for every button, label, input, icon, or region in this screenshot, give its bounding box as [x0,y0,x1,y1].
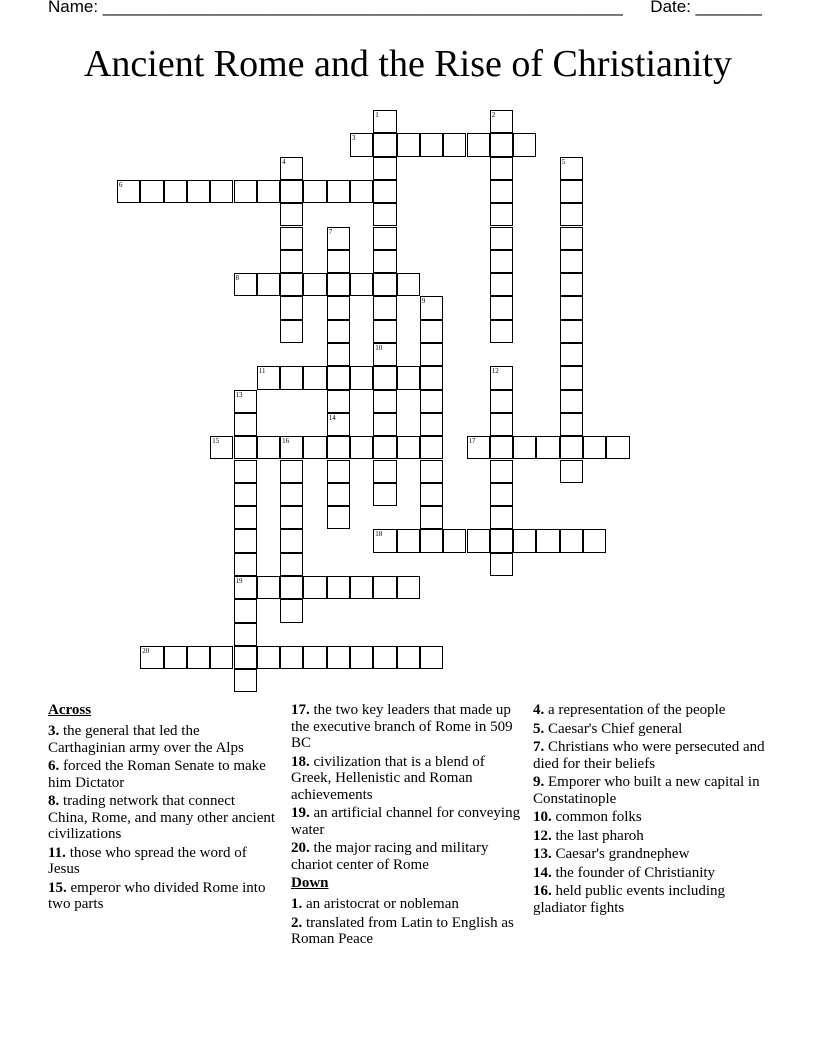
crossword-cell[interactable] [327,343,350,366]
crossword-cell[interactable] [303,436,326,459]
across-clue: 18. civilization that is a blend of Greek, Hellenistic and Roman achievements [291,753,485,803]
crossword-cell[interactable] [327,296,350,319]
crossword-cell[interactable] [257,273,280,296]
crossword-cell[interactable] [490,483,513,506]
crossword-cell[interactable] [373,576,396,599]
crossword-cell[interactable] [560,366,583,389]
crossword-cell[interactable] [280,506,303,529]
crossword-cell[interactable] [490,227,513,250]
crossword-cell[interactable] [467,133,490,156]
clue-number: 3 [352,134,356,143]
clues-column-2 [291,702,523,950]
crossword-cell[interactable] [234,436,257,459]
crossword-cell[interactable] [560,343,583,366]
crossword-cell[interactable] [303,273,326,296]
crossword-cell[interactable] [560,320,583,343]
crossword-cell[interactable] [303,180,326,203]
crossword-cell[interactable] [513,529,536,552]
crossword-cell[interactable] [513,133,536,156]
down-clue: 5. Caesar's Chief general [533,720,683,737]
crossword-cell[interactable] [560,460,583,483]
crossword-cell[interactable] [234,599,257,622]
crossword-cell[interactable] [327,483,350,506]
crossword-cell[interactable] [560,180,583,203]
clue-number: 4 [282,157,286,166]
crossword-cell[interactable] [280,203,303,226]
crossword-cell[interactable] [280,529,303,552]
across-heading: Across [48,702,92,718]
crossword-cell[interactable] [560,390,583,413]
crossword-cell[interactable] [420,366,443,389]
crossword-cell[interactable] [560,413,583,436]
crossword-cell[interactable] [373,483,396,506]
crossword-cell[interactable] [490,390,513,413]
crossword-cell[interactable] [234,413,257,436]
crossword-cell[interactable] [513,436,536,459]
crossword-cell[interactable] [420,483,443,506]
crossword-cell[interactable] [397,529,420,552]
crossword-cell[interactable] [373,436,396,459]
crossword-cell[interactable] [280,296,303,319]
clues-column-1 [48,702,278,915]
crossword-cell[interactable] [327,436,350,459]
crossword-cell[interactable] [420,506,443,529]
crossword-cell[interactable] [280,320,303,343]
crossword-cell[interactable] [560,436,583,459]
crossword-cell[interactable] [373,296,396,319]
crossword-cell[interactable] [490,436,513,459]
crossword-cell[interactable] [280,483,303,506]
crossword-cell[interactable] [257,436,280,459]
crossword-cell[interactable] [327,250,350,273]
crossword-cell[interactable] [373,413,396,436]
crossword-cell[interactable] [490,413,513,436]
crossword-cell[interactable] [373,203,396,226]
across-clue: 6. forced the Roman Senate to make him Dictator [48,758,266,791]
crossword-cell[interactable] [420,133,443,156]
crossword-cell[interactable] [280,250,303,273]
crossword-cell[interactable] [350,646,373,669]
down-clue: 14. the founder of Christianity [533,864,716,881]
crossword-cell[interactable] [560,529,583,552]
crossword-cell[interactable] [280,366,303,389]
crossword-cell[interactable] [234,623,257,646]
crossword-cell[interactable] [397,133,420,156]
down-heading: Down [291,875,329,891]
clue-number: 16 [282,437,290,446]
crossword-cell[interactable] [373,157,396,180]
clue-number: 18 [375,530,383,539]
down-clue: 16. held public events including gladiator fights [533,883,726,916]
crossword-cell[interactable] [234,506,257,529]
crossword-cell[interactable] [560,203,583,226]
crossword-cell[interactable] [420,529,443,552]
across-clue: 17. the two key leaders that made up the executive branch of Rome in 509 BC [291,702,513,751]
crossword-cell[interactable] [327,390,350,413]
crossword-cell[interactable] [490,250,513,273]
name-field[interactable]: _______________________________________________________ [102,0,623,16]
crossword-cell[interactable] [560,227,583,250]
crossword-cell[interactable] [164,180,187,203]
down-clue: 2. translated from Latin to English as Roman Peace [291,914,514,947]
crossword-cell[interactable] [560,250,583,273]
crossword-cell[interactable] [187,180,210,203]
clue-number: 1 [375,111,379,119]
name-label: Name: [48,0,99,16]
crossword-cell[interactable] [583,529,606,552]
crossword-cell[interactable] [234,460,257,483]
clue-number: 7 [328,227,333,236]
crossword-cell[interactable] [373,646,396,669]
across-clue: 11. those who spread the word of Jesus [48,844,247,877]
clue-number: 20 [142,646,150,655]
clue-number: 11 [258,367,266,376]
crossword-cell[interactable] [373,133,396,156]
crossword-cell[interactable] [280,273,303,296]
crossword-cell[interactable] [327,320,350,343]
across-clue: 15. emperor who divided Rome into two parts [48,879,266,912]
crossword-cell[interactable] [420,413,443,436]
page-title: Ancient Rome and the Rise of Christianity [83,43,732,85]
crossword-cell[interactable] [234,483,257,506]
crossword-cell[interactable] [210,646,233,669]
down-clue: 1. an aristocrat or nobleman [291,896,459,912]
crossword-cell[interactable] [490,296,513,319]
crossword-cell[interactable] [350,436,373,459]
crossword-cell[interactable] [234,553,257,576]
crossword-cell[interactable] [583,436,606,459]
crossword-cell[interactable] [397,646,420,669]
crossword-cell[interactable] [327,180,350,203]
down-clue: 10. common folks [533,809,642,825]
crossword-cell[interactable] [280,576,303,599]
crossword-cell[interactable] [397,366,420,389]
crossword-cell[interactable] [490,180,513,203]
crossword-cell[interactable] [257,646,280,669]
crossword-cell[interactable] [420,320,443,343]
crossword-cell[interactable] [280,227,303,250]
crossword-cell[interactable] [490,273,513,296]
across-clue: 19. an artificial channel for conveying water [291,805,521,838]
crossword-cell[interactable] [373,460,396,483]
crossword-cell[interactable] [210,180,233,203]
crossword-cell[interactable] [373,366,396,389]
crossword-cell[interactable] [420,646,443,669]
crossword-cell[interactable] [443,529,466,552]
crossword-cell[interactable] [373,227,396,250]
crossword-cell[interactable] [490,203,513,226]
across-clue: 8. trading network that connect China, Rome, and many other ancient civilizations [48,793,276,842]
crossword-cell[interactable] [234,180,257,203]
down-clue: 9. Emporer who built a new capital in Constatinople [533,774,760,807]
crossword-cell[interactable] [420,390,443,413]
crossword-cell[interactable] [327,506,350,529]
crossword-cell[interactable] [164,646,187,669]
clue-number: 12 [491,367,499,376]
down-clue: 13. Caesar's grandnephew [533,846,690,862]
clue-number: 17 [468,437,476,446]
clue-number: 6 [119,180,123,189]
crossword-cell[interactable] [327,576,350,599]
crossword-cell[interactable] [467,529,490,552]
crossword-cell[interactable] [490,460,513,483]
crossword-cell[interactable] [420,343,443,366]
crossword-cell[interactable] [140,180,163,203]
clue-number: 8 [235,274,239,283]
clues-column-3 [533,702,765,918]
crossword-cell[interactable] [490,506,513,529]
crossword-cell[interactable] [490,133,513,156]
crossword-cell[interactable] [373,273,396,296]
crossword-cell[interactable] [350,273,373,296]
crossword-cell[interactable] [350,576,373,599]
date-field[interactable]: _______ [695,0,762,16]
crossword-cell[interactable] [303,646,326,669]
crossword-cell[interactable] [303,366,326,389]
crossword-cell[interactable] [234,669,257,692]
crossword-cell[interactable] [420,436,443,459]
date-label: Date: [650,0,691,16]
crossword-cell[interactable] [327,273,350,296]
crossword-cell[interactable] [373,250,396,273]
crossword-cell[interactable] [373,180,396,203]
crossword-cell[interactable] [280,553,303,576]
down-clue: 4. a representation of the people [533,702,726,718]
crossword-cell[interactable] [606,436,629,459]
crossword-cell[interactable] [490,157,513,180]
crossword-cell[interactable] [257,576,280,599]
crossword-cell[interactable] [560,273,583,296]
crossword-cell[interactable] [536,529,559,552]
crossword-cell[interactable] [327,366,350,389]
crossword-cell[interactable] [536,436,559,459]
down-clue: 12. the last pharoh [533,827,644,844]
clue-number: 19 [235,577,243,585]
clue-number: 14 [328,413,336,422]
crossword-cell[interactable] [397,273,420,296]
crossword-cell[interactable] [490,320,513,343]
crossword-cell[interactable] [397,576,420,599]
crossword-cell[interactable] [350,180,373,203]
crossword-cell[interactable] [187,646,210,669]
clue-number: 15 [212,437,220,446]
crossword-cell[interactable] [280,646,303,669]
crossword-cell[interactable] [234,646,257,669]
crossword-cell[interactable] [303,576,326,599]
crossword-cell[interactable] [490,553,513,576]
crossword-cell[interactable] [280,460,303,483]
crossword-cell[interactable] [234,529,257,552]
crossword-cell[interactable] [490,529,513,552]
crossword-cell[interactable] [280,180,303,203]
clue-number: 2 [491,111,496,119]
across-clue: 3. the general that led the Carthaginian army over the Alps [48,723,244,756]
clue-number: 13 [235,390,243,399]
down-clue: 7. Christians who were persecuted and died for their beliefs [533,739,765,772]
clue-number: 9 [421,297,426,306]
clue-number: 10 [375,344,383,352]
crossword-cell[interactable] [350,366,373,389]
crossword-cell[interactable] [560,296,583,319]
clue-number: 5 [561,157,566,166]
crossword-cell[interactable] [420,460,443,483]
crossword-cell[interactable] [257,180,280,203]
crossword-cell[interactable] [443,133,466,156]
crossword-cell[interactable] [373,390,396,413]
crossword-cell[interactable] [280,599,303,622]
crossword-cell[interactable] [397,436,420,459]
crossword-cell[interactable] [327,646,350,669]
crossword-cell[interactable] [373,320,396,343]
across-clue: 20. the major racing and military chariot center of Rome [291,840,489,873]
crossword-cell[interactable] [327,460,350,483]
